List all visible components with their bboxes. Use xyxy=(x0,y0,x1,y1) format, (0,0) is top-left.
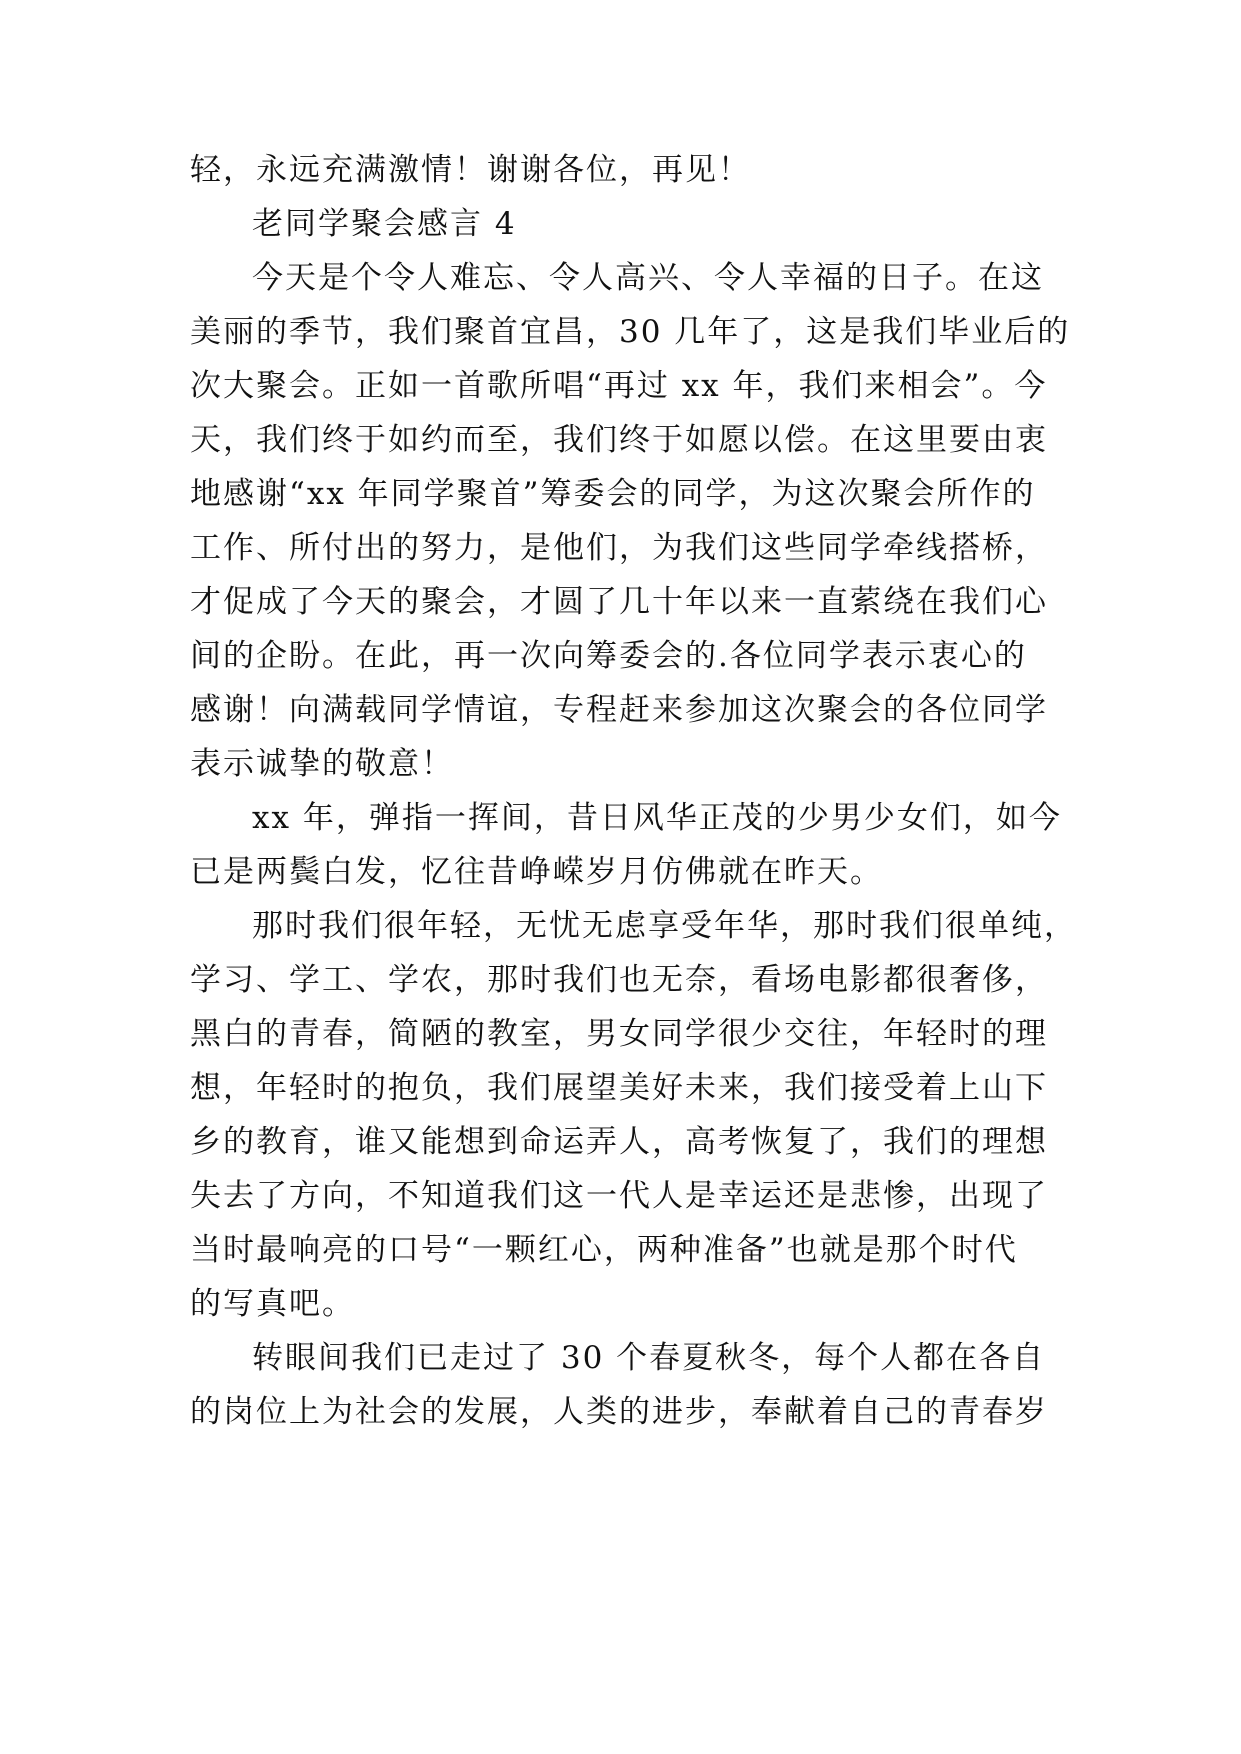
text-line: 乡的教育，谁又能想到命运弄人，高考恢复了，我们的理想 xyxy=(190,1124,1048,1160)
text-line: 的岗位上为社会的发展，人类的进步，奉献着自己的青春岁 xyxy=(190,1394,1048,1430)
text-line: 才促成了今天的聚会，才圆了几十年以来一直萦绕在我们心 xyxy=(190,584,1048,620)
text-line: 工作、所付出的努力，是他们，为我们这些同学牵线搭桥， xyxy=(190,530,1048,566)
text-line: 当时最响亮的口号“一颗红心，两种准备”也就是那个时代 xyxy=(190,1232,1018,1268)
text-line: 间的企盼。在此，再一次向筹委会的.各位同学表示衷心的 xyxy=(190,638,1027,674)
section-heading: 老同学聚会感言 4 xyxy=(252,206,517,242)
text-line: 黑白的青春，简陋的教室，男女同学很少交往，年轻时的理 xyxy=(190,1016,1048,1052)
text-line: 今天是个令人难忘、令人高兴、令人幸福的日子。在这 xyxy=(252,260,1044,296)
text-line: 轻，永远充满激情！谢谢各位，再见！ xyxy=(190,152,751,188)
text-line: 表示诚挚的敬意！ xyxy=(190,746,454,782)
text-line: 感谢！向满载同学情谊，专程赶来参加这次聚会的各位同学 xyxy=(190,692,1048,728)
text-line: 次大聚会。正如一首歌所唱“再过 xx 年，我们来相会”。今 xyxy=(190,368,1048,404)
text-line: 美丽的季节，我们聚首宜昌，30 几年了，这是我们毕业后的 xyxy=(190,314,1071,350)
text-line: 天，我们终于如约而至，我们终于如愿以偿。在这里要由衷 xyxy=(190,422,1048,458)
text-line: 转眼间我们已走过了 30 个春夏秋冬，每个人都在各自 xyxy=(252,1340,1046,1376)
text-line: 的写真吧。 xyxy=(190,1286,355,1322)
text-line: 想，年轻时的抱负，我们展望美好未来，我们接受着上山下 xyxy=(190,1070,1048,1106)
text-line: 失去了方向，不知道我们这一代人是幸运还是悲惨，出现了 xyxy=(190,1178,1048,1214)
text-line: 学习、学工、学农，那时我们也无奈，看场电影都很奢侈， xyxy=(190,962,1048,998)
text-line: 已是两鬓白发，忆往昔峥嵘岁月仿佛就在昨天。 xyxy=(190,854,883,890)
text-line: 那时我们很年轻，无忧无虑享受年华，那时我们很单纯， xyxy=(252,908,1077,944)
text-line: xx 年，弹指一挥间，昔日风华正茂的少男少女们，如今 xyxy=(252,800,1062,836)
text-line: 地感谢“xx 年同学聚首”筹委会的同学，为这次聚会所作的 xyxy=(190,476,1036,512)
